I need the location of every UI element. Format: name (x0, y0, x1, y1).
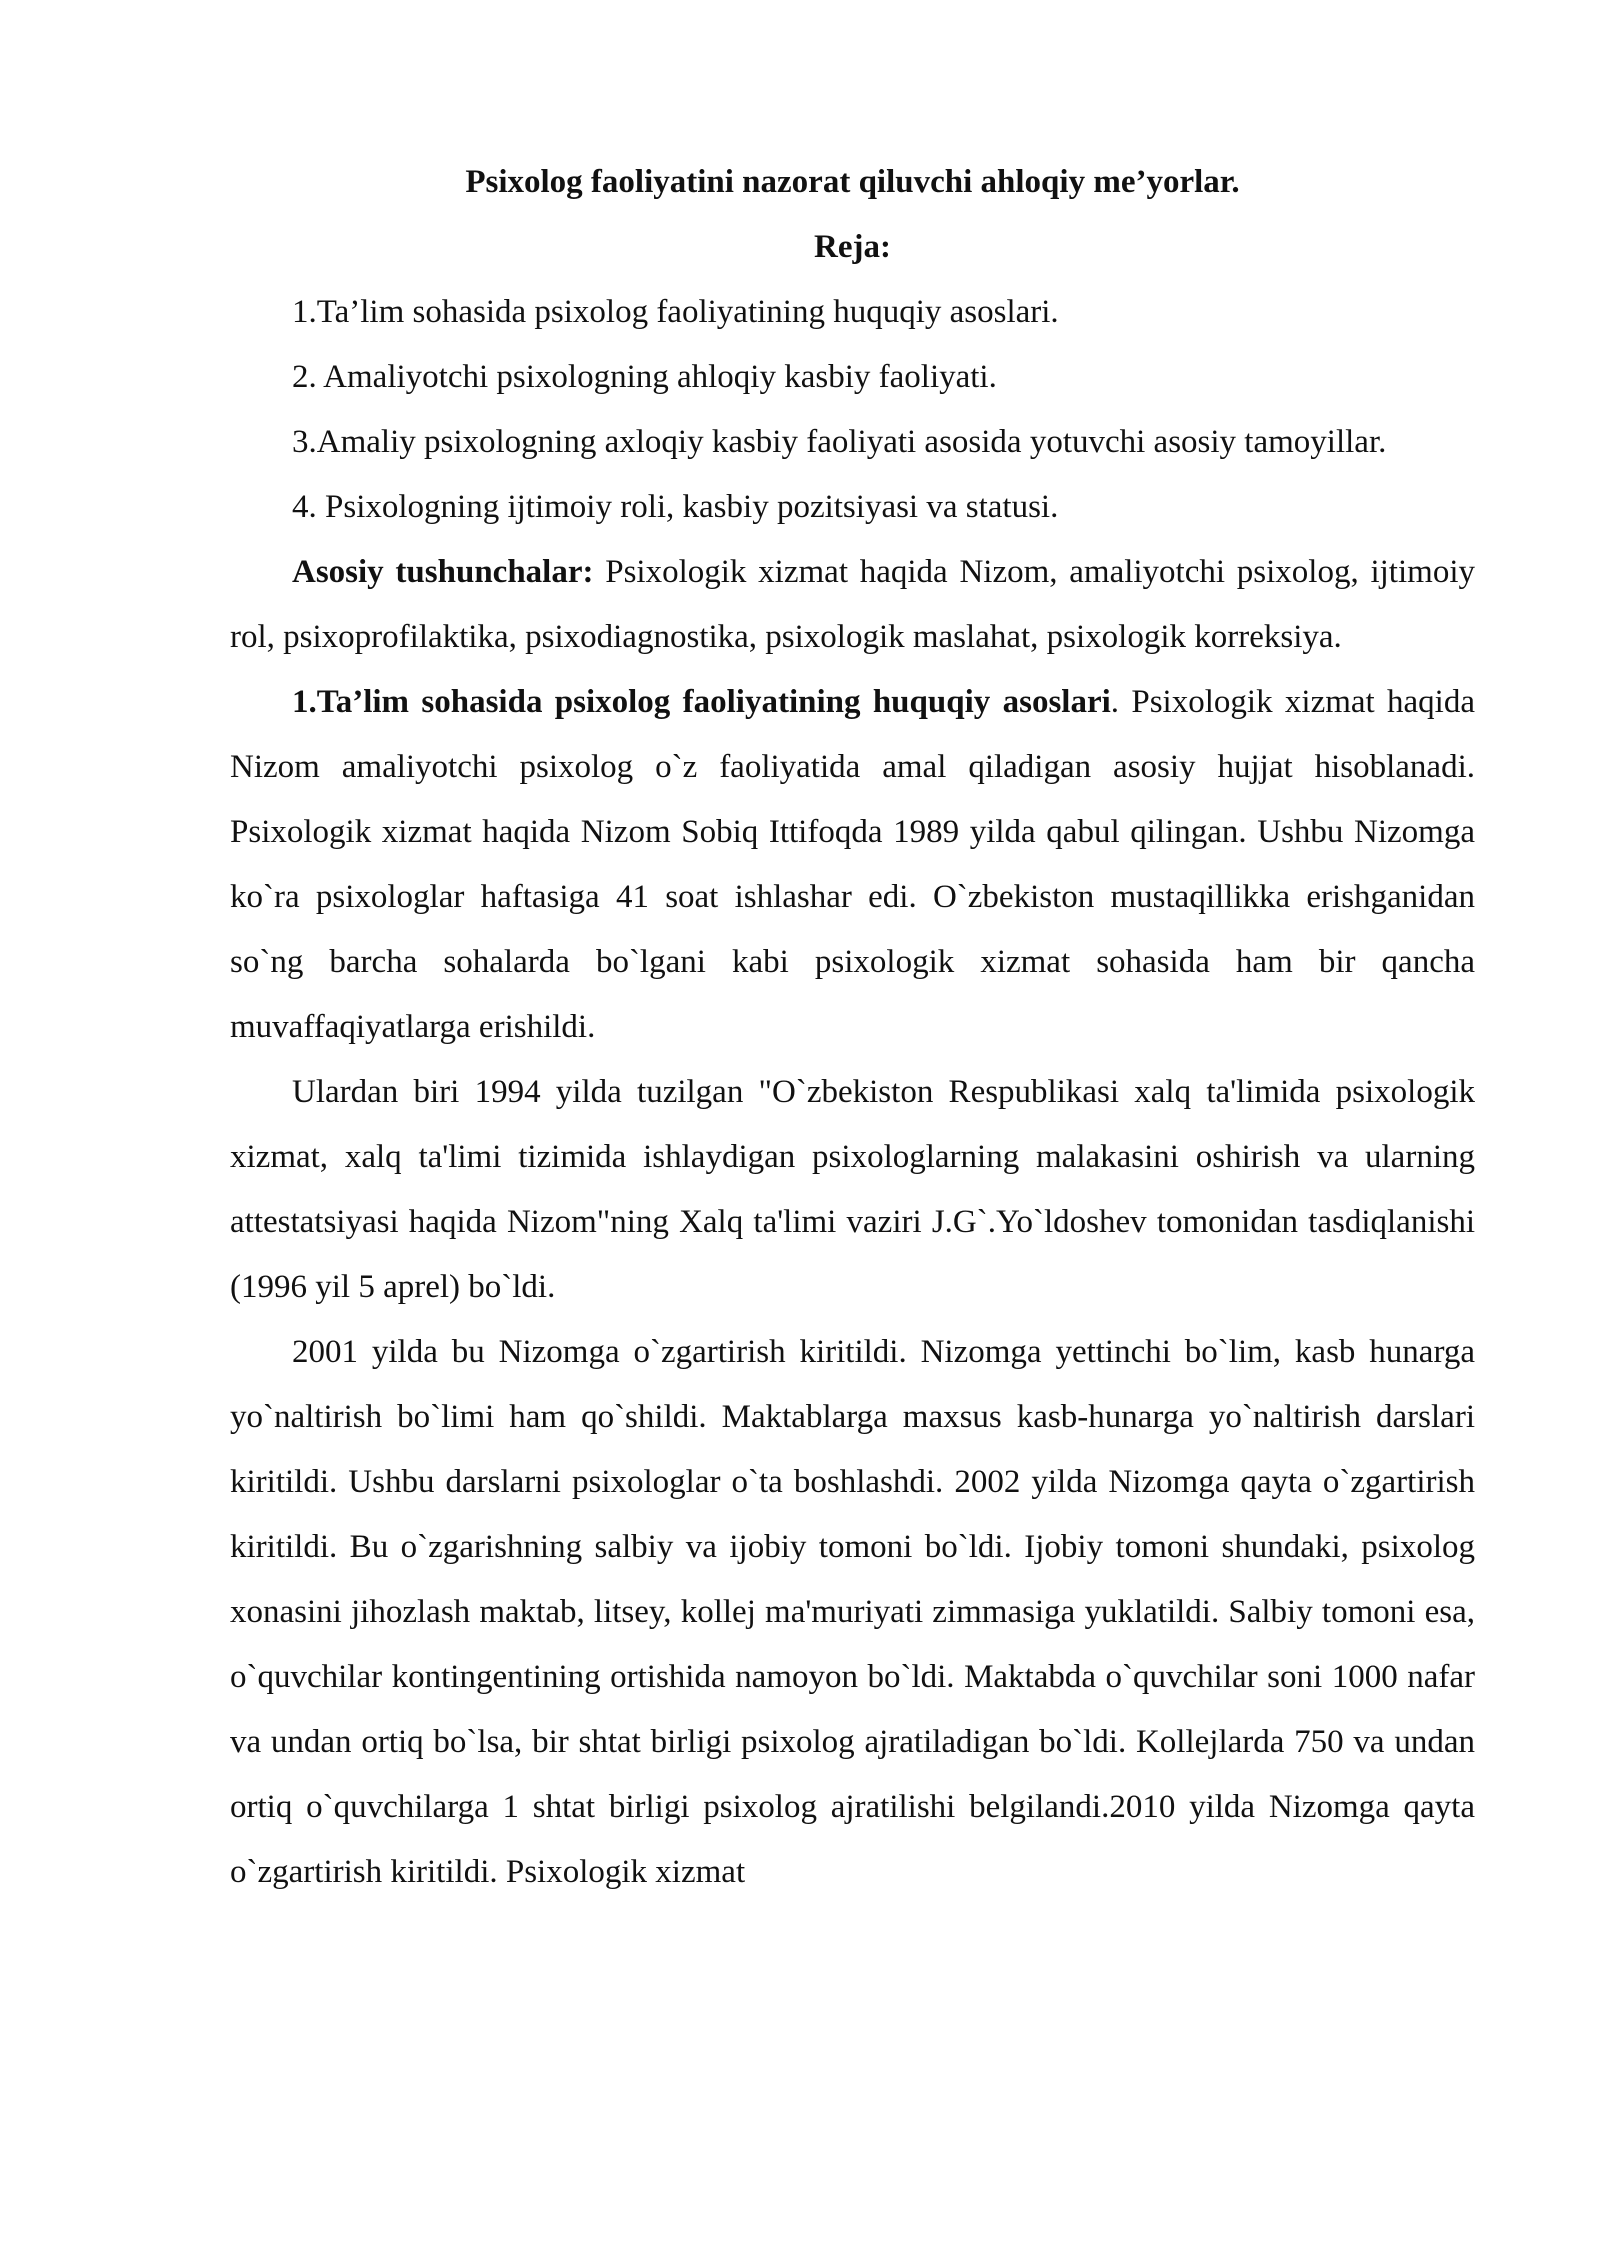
body-paragraph-3: 2001 yilda bu Nizomga o`zgartirish kiritildi. Nizomga yettinchi bo`lim, kasb hunarga yo`naltirish bo`limi ham qo`shildi. Maktablarga maxsus kasb-hunarga yo`naltirish darslari kiritildi. Ushbu darslarni psixologlar o`ta boshlashdi. 2002 yilda Nizomga qayta o`zgartirish kiritildi. Bu o`zgarishning salbiy va ijobiy tomoni bo`ldi. Ijobiy tomoni shundaki, psixolog xonasini jihozlash maktab, litsey, kollej ma'muriyati zimmasiga yuklatildi. Salbiy tomoni esa, o`quvchilar kontingentining ortishida namoyon bo`ldi. Maktabda o`quvchilar soni 1000 nafar va undan ortiq bo`lsa, bir shtat birligi psixolog ajratiladigan bo`ldi. Kollejlarda 750 va undan ortiq o`quvchilarga 1 shtat birligi psixolog ajratilishi belgilandi.2010 yilda Nizomga qayta o`zgartirish kiritildi. Psixologik xizmat (230, 1334, 1475, 1890)
document-title: Psixolog faoliyatini nazorat qiluvchi ahloqiy me’yorlar. (465, 164, 1240, 200)
key-concepts-label: Asosiy tushunchalar: (292, 554, 594, 590)
section1-paragraph (230, 670, 1475, 1060)
plan-item-3: 3.Amaliy psixologning axloqiy kasbiy faoliyati asosida yotuvchi asosiy tamoyillar. (292, 424, 1387, 460)
plan-item-2: 2. Amaliyotchi psixologning ahloqiy kasbiy faoliyati. (292, 359, 997, 395)
key-concepts-paragraph (230, 540, 1475, 670)
document-body (230, 150, 1475, 1905)
body-paragraph-2: Ulardan biri 1994 yilda tuzilgan "O`zbekiston Respublikasi xalq ta'limida psixologik xizmat, xalq ta'limi tizimida ishlaydigan psixologlarning malakasini oshirish va ularning attestatsiyasi haqida Nizom"ning Xalq ta'limi vaziri J.G`.Yo`ldoshev tomonidan tasdiqlanishi (1996 yil 5 aprel) bo`ldi. (230, 1074, 1475, 1305)
plan-heading: Reja: (814, 229, 891, 265)
section1-text: . Psixologik xizmat haqida Nizom amaliyotchi psixolog o`z faoliyatida amal qiladigan asosiy hujjat hisoblanadi. Psixologik xizmat haqida Nizom Sobiq Ittifoqda 1989 yilda qabul qilingan. Ushbu Nizomga ko`ra psixologlar haftasiga 41 soat ishlashar edi. O`zbekiston mustaqillikka erishganidan so`ng barcha sohalarda bo`lgani kabi psixologik xizmat sohasida ham bir qancha muvaffaqiyatlarga erishildi. (230, 684, 1475, 1045)
key-concepts-text: Psixologik xizmat haqida Nizom, amaliyotchi psixolog, ijtimoiy rol, psixoprofilaktika, psixodiagnostika, psixologik maslahat, psixologik korreksiya. (230, 554, 1475, 655)
plan-item-4: 4. Psixologning ijtimoiy roli, kasbiy pozitsiyasi va statusi. (292, 489, 1059, 525)
section1-heading: 1.Ta’lim sohasida psixolog faoliyatining huquqiy asoslari (292, 684, 1111, 720)
plan-item-1: 1.Ta’lim sohasida psixolog faoliyatining huquqiy asoslari. (292, 294, 1059, 330)
